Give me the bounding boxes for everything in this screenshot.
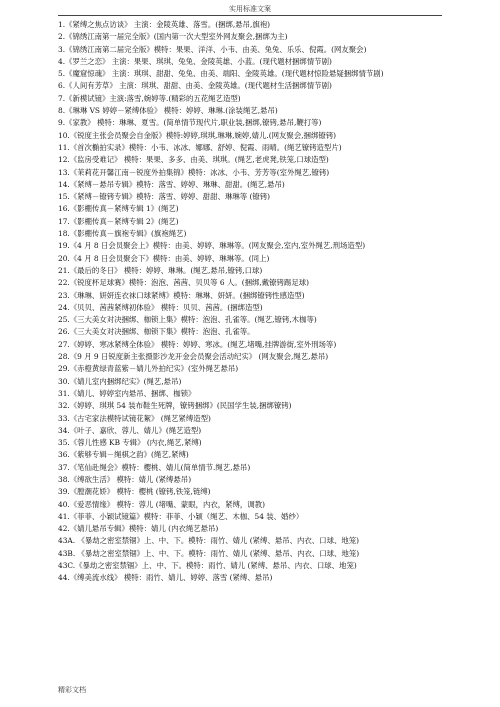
entry-line: 38.《缚欲生活》 模特：婧儿 (紧缚悬吊) xyxy=(58,474,192,484)
entry-line: 2.《锦绣江南第一届完全版》(国内第一次大型室外网友聚会,捆绑为主) xyxy=(58,32,288,42)
entry-line: 9.《家教》 模特：琳琳、夏雪。(简单情节现代片,职业装,捆绑,镣铐,悬吊,鞭打等) xyxy=(58,118,322,128)
entry-line: 4.《罗兰之恋》 主演：果果、琪琪、兔兔、金陵英雄、小蓝。(现代题材捆绑情节剧) xyxy=(58,56,332,66)
entry-line: 31.《婧儿、婷婷室内悬吊、捆绑、枷锁》 xyxy=(58,388,196,398)
entry-line: 27.《婷婷、寒冰紧缚全体验》 模特：婷婷、寒冰。(绳艺,堵嘴,挂牌游街,室外刑场等) xyxy=(58,339,337,349)
entry-line: 19.《4 月 8 日会员聚会上》模特：由美、婷婷、琳琳等。(网友聚会,室内,室外绳艺,刑场造型) xyxy=(58,241,366,251)
entry-line: 26.《三大美女对决捆绑、枷锁下集》模特：泡泡、孔雀等。 xyxy=(58,327,255,337)
entry-line: 24.《贝贝、茜茜紧缚初体验》 模特：贝贝、茜茜。(捆绑造型) xyxy=(58,302,263,312)
entry-line: 17.《影棚传真－紧缚专辑 2》(绳艺) xyxy=(58,216,179,226)
entry-line: 12.《监房受难记》 模特：果果、多多、由美、琪琪。(绳艺,老虎凳,铁笼,口球造型) xyxy=(58,155,329,165)
entry-line: 14.《紧缚－悬吊专辑》模特：落雪、婷婷、琳琳、甜甜。(绳艺,悬吊) xyxy=(58,179,285,189)
entry-line: 43C.《暴劫之密室禁锢》上、中、下。模特：雨竹、婧儿 (紧缚、悬吊、内衣、口球、地笼) xyxy=(58,561,357,571)
entry-line: 43B. 《暴劫之密室禁锢》上、中、下。模特：雨竹、婧儿 (紧缚、悬吊、内衣、口球、地笼) xyxy=(58,548,360,558)
entry-line: 40.《爱恶情缘》 模特：蓉儿 (堵嘴、蒙眼，内衣，紧缚，调教) xyxy=(58,499,265,509)
entry-line: 8.《琳琳 VS 婷婷－紧缚体验》 模特：婷婷、琳琳.(涂装绳艺,悬吊) xyxy=(58,106,278,116)
entry-line: 33.《古宅家法模特试镜花絮》 (绳艺紧缚造型) xyxy=(58,413,211,423)
entry-line: 23.《琳琳、妍妍连衣袜口球紧缚》模特：琳琳、妍妍。(捆绑镣铐性感造型) xyxy=(58,290,305,300)
entry-line: 30.《婧儿室内捆绑纪实》(绳艺,悬吊) xyxy=(58,376,182,386)
entry-line: 28.《9 月 9 日锐度新主张摄影沙龙开金会员聚会活动纪实》 (网友聚会,绳艺,悬吊) xyxy=(58,352,329,362)
entry-line: 13.《茉莉花开馨江南－锐度外拍集锦》模特：冰冰、小韦、芳芳等(室外绳艺,镣铐) xyxy=(58,167,330,177)
entry-line: 11.《首次椭拍实录》模特：小韦、冰冰、娜娜、舒婷、倪霞、雨晴。(绳艺镣铐造型片) xyxy=(58,142,342,152)
entry-line: 32.《婷婷、琪琪 54 装布鞋生死牌，镣铐捆绑》(民国学生装,捆绑镣铐) xyxy=(58,401,292,411)
entry-line: 15.《紧缚－镣铐专辑》模特：落雪、婷婷、甜甜、琳琳等 (镣铐) xyxy=(58,192,271,202)
entry-line: 34.《叶子、嘉欣、蓉儿、婧儿》(绳艺造型) xyxy=(58,425,202,435)
entry-line: 41.《菲菲、小颖试镜篇》模特：菲菲、小颖（绳艺、木枷、54 装、婚纱） xyxy=(58,511,304,521)
page-footer-text: 精彩文档 xyxy=(58,686,86,694)
entry-line: 16.《影棚传真－紧缚专辑 1》(绳艺) xyxy=(58,204,179,214)
entry-line: 42.《婧儿悬吊专辑》模特：婧儿 (内衣绳艺悬吊) xyxy=(58,524,219,534)
entry-line: 10.《锐度主张会员聚会自金版》模特:婷婷,琪琪,琳琳,婉婷,婧儿.(网友聚会,捆绑镣铐) xyxy=(58,130,337,140)
entry-line: 18.《影棚传真－旗袍专辑》(旗袍绳艺) xyxy=(58,229,187,239)
entry-line: 22.《锐度杯足球赛》模特：泡泡、茜茜、贝贝等 6 人。(捆绑,戴镣铐踢足球) xyxy=(58,278,309,288)
entry-line: 36.《紫够专辑－绳棋之韵》(绳艺,紧缚) xyxy=(58,450,189,460)
entry-line: 35.《蓉儿性感 KB 专辑》 (内衣,绳艺,紧缚) xyxy=(58,438,202,448)
header-divider xyxy=(58,15,442,16)
entry-line: 7.《新模试镜》主演:落雪,婉婷等.(精彩的五花绳艺造型) xyxy=(58,93,241,103)
entry-line: 29.《赤橙黄绿青蓝紫－婧儿外拍纪实》(室外绳艺悬吊) xyxy=(58,364,239,374)
entry-line: 37.《笔仙赴绳会》模特：樱桃、婧儿(简单情节.绳艺,悬吊) xyxy=(58,462,251,472)
page-header-title: 实用标准文案 xyxy=(229,5,271,13)
entry-line: 1.《紧缚之焦点访谈》 主演：金陵英雄、落雪。(捆绑,悬吊,旗袍) xyxy=(58,20,271,29)
entry-line: 20.《4 月 8 日会员聚会下》模特：由美、婷婷、琳琳等。(同上) xyxy=(58,253,270,263)
entry-line: 5.《魔窟惊魂》 主演：琪琪、甜甜、兔兔、由美、端阳、金陵英雄。(现代题材惊险悬疑捆绑情节剧) xyxy=(58,69,384,79)
entry-line: 6.《人间有芳草》 主演：琪琪、甜甜、由美、金陵英雄。(现代题材生活捆绑情节剧) xyxy=(58,81,332,91)
entry-line: 39.《膛潮花娇》 模特：樱桃 (镣铐,铁笼,链缚) xyxy=(58,487,211,497)
entry-line: 25.《三大美女对决捆绑、枷锁上集》模特：泡泡、孔雀等。(绳艺,镣铐,木枷等) xyxy=(58,315,317,325)
entry-line: 21.《最后的冬日》 模特：婷婷、琳琳。(绳艺,悬吊,镣铐,口球) xyxy=(58,265,263,275)
entry-line: 44.《缚美流水线》 模特：雨竹、婧儿、婷婷、落雪 (紧缚、悬吊) xyxy=(58,573,273,583)
entry-line: 43A. 《暴劫之密室禁锢》上、中、下。模特：雨竹、婧儿 (紧缚、悬吊、内衣、口球、地笼) xyxy=(58,536,360,546)
entry-line: 3.《锦绣江南第二届完全版》模特：果果、洋洋、小韦、由美、兔兔、乐乐、倪霞。(网友聚会) xyxy=(58,44,367,54)
entry-list xyxy=(58,19,450,585)
